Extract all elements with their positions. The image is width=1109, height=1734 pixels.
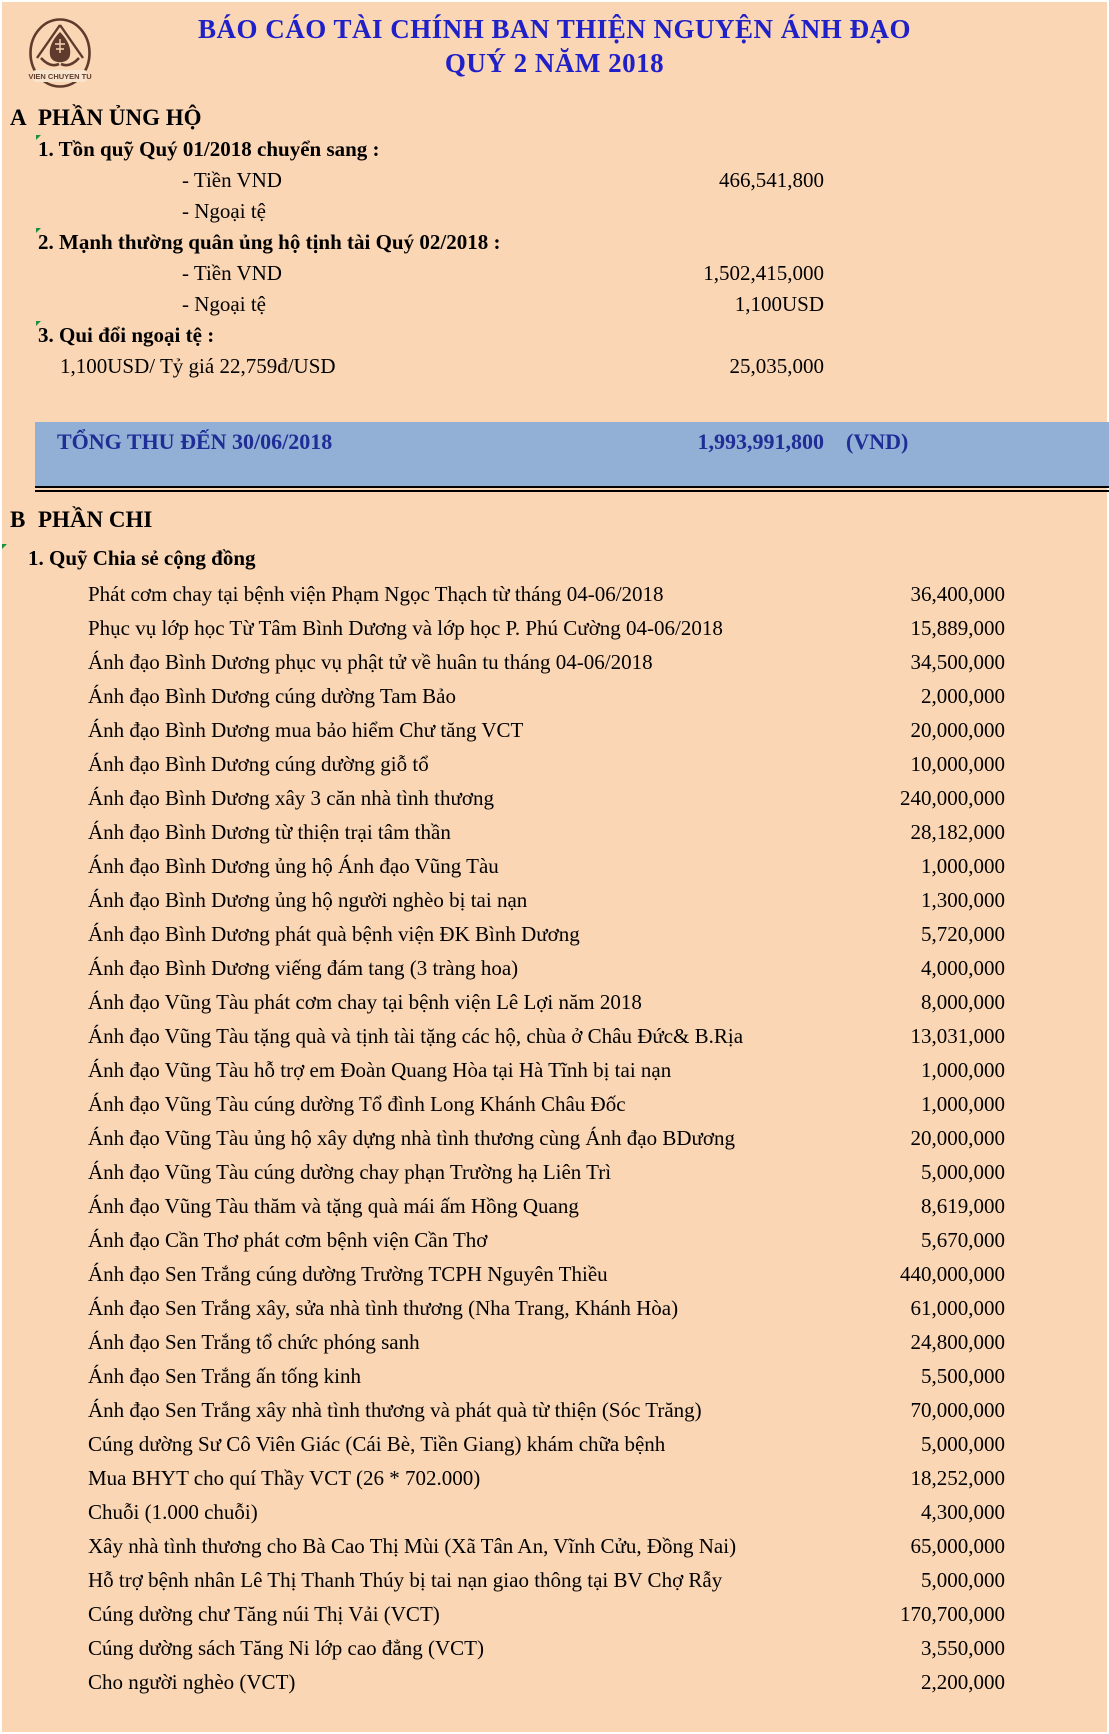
expense-value: 1,000,000 (921, 1058, 1005, 1082)
expense-label: Ánh đạo Sen Trắng tổ chức phóng sanh (88, 1330, 420, 1354)
expense-label: Xây nhà tình thương cho Bà Cao Thị Mùi (Xã Tân An, Vĩnh Cửu, Đồng Nai) (88, 1534, 737, 1558)
expense-row (0, 713, 1109, 747)
expense-row (0, 645, 1109, 679)
expense-row (0, 883, 1109, 917)
expense-label: Ánh đạo Vũng Tàu phát cơm chay tại bệnh viện Lê Lợi năm 2018 (88, 990, 642, 1014)
section-b-subtitle-text: 1. Quỹ Chia sẻ cộng đồng (28, 546, 256, 570)
expense-label: Ánh đạo Sen Trắng xây, sửa nhà tình thương (Nha Trang, Khánh Hòa) (88, 1296, 679, 1320)
expense-label: Ánh đạo Sen Trắng ấn tống kinh (88, 1364, 361, 1388)
expense-row (0, 1189, 1109, 1223)
expense-label: Cúng dường chư Tăng núi Thị Vải (VCT) (88, 1602, 440, 1626)
expense-label: Ánh đạo Bình Dương phát quà bệnh viện ĐK Bình Dương (88, 922, 580, 946)
subsection-a3-heading (38, 320, 1109, 351)
comment-marker-icon (36, 228, 41, 233)
expense-row (0, 1155, 1109, 1189)
expense-value: 15,889,000 (910, 616, 1005, 640)
expense-row (0, 1495, 1109, 1529)
expense-value: 1,000,000 (921, 854, 1005, 878)
expense-row (0, 1121, 1109, 1155)
expense-row (0, 1563, 1109, 1597)
row-label: 1,100USD/ Tỷ giá 22,759đ/USD (60, 354, 336, 378)
expense-value: 170,700,000 (900, 1602, 1005, 1626)
comment-marker-icon (2, 544, 7, 549)
expense-value: 4,300,000 (921, 1500, 1005, 1524)
expense-label: Cúng dường sách Tăng Ni lớp cao đẳng (VCT) (88, 1636, 484, 1660)
report-row (0, 196, 1109, 227)
total-income-value: 1,993,991,800 (697, 429, 824, 454)
expense-value: 70,000,000 (910, 1398, 1005, 1422)
expense-row (0, 1019, 1109, 1053)
expense-value: 10,000,000 (910, 752, 1005, 776)
row-label: - Tiền VND (182, 168, 282, 192)
expense-row (0, 815, 1109, 849)
row-label: - Ngoại tệ (182, 199, 266, 223)
expense-row (0, 679, 1109, 713)
report-title (0, 0, 1109, 80)
expense-row (0, 1087, 1109, 1121)
row-value: 466,541,800 (719, 168, 824, 192)
expense-value: 5,500,000 (921, 1364, 1005, 1388)
expense-row (0, 1257, 1109, 1291)
row-value: 1,100USD (734, 292, 824, 316)
row-value: 25,035,000 (729, 354, 824, 378)
expense-value: 5,720,000 (921, 922, 1005, 946)
expense-value: 5,000,000 (921, 1160, 1005, 1184)
expense-label: Ánh đạo Vũng Tàu cúng dường Tổ đình Long Khánh Châu Đốc (88, 1092, 626, 1116)
expense-value: 65,000,000 (910, 1534, 1005, 1558)
report-row (0, 258, 1109, 289)
expense-value: 1,000,000 (921, 1092, 1005, 1116)
expense-row (0, 1393, 1109, 1427)
logo-text: VIEN CHUYEN TU (28, 72, 92, 81)
row-label: - Ngoại tệ (182, 292, 266, 316)
expense-list (0, 577, 1109, 1699)
expense-label: Ánh đạo Sen Trắng cúng dường Trường TCPH Nguyên Thiều (88, 1262, 608, 1286)
expense-label: Ánh đạo Vũng Tàu thăm và tặng quà mái ấm Hồng Quang (88, 1194, 579, 1218)
expense-label: Phát cơm chay tại bệnh viện Phạm Ngọc Thạch từ tháng 04-06/2018 (88, 582, 664, 606)
expense-label: Ánh đạo Vũng Tàu hỗ trợ em Đoàn Quang Hòa tại Hà Tĩnh bị tai nạn (88, 1058, 672, 1082)
expense-row (0, 1291, 1109, 1325)
expense-label: Ánh đạo Bình Dương ủng hộ Ánh đạo Vũng Tàu (88, 854, 499, 878)
expense-row (0, 747, 1109, 781)
report-title-line1: BÁO CÁO TÀI CHÍNH BAN THIỆN NGUYỆN ÁNH ĐẠO (197, 14, 912, 44)
report-row (0, 351, 1109, 382)
expense-row (0, 1359, 1109, 1393)
expense-row (0, 577, 1109, 611)
row-value: 1,502,415,000 (703, 261, 824, 285)
expense-label: Ánh đạo Sen Trắng xây nhà tình thương và phát quà từ thiện (Sóc Trăng) (88, 1398, 702, 1422)
section-a-letter: A (10, 105, 27, 130)
expense-value: 61,000,000 (910, 1296, 1005, 1320)
temple-emblem-icon (14, 8, 106, 100)
expense-row (0, 1597, 1109, 1631)
expense-label: Ánh đạo Bình Dương mua bảo hiểm Chư tăng VCT (88, 718, 524, 742)
expense-value: 240,000,000 (900, 786, 1005, 810)
section-b-title: PHẦN CHI (38, 507, 153, 532)
expense-label: Ánh đạo Bình Dương từ thiện trại tâm thần (88, 820, 451, 844)
expense-row (0, 1053, 1109, 1087)
expense-value: 2,000,000 (921, 684, 1005, 708)
subsection-a1-heading (38, 134, 1109, 165)
expense-row (0, 917, 1109, 951)
expense-label: Mua BHYT cho quí Thầy VCT (26 * 702.000) (88, 1466, 481, 1490)
comment-marker-icon (36, 135, 41, 140)
expense-value: 13,031,000 (910, 1024, 1005, 1048)
expense-row (0, 1461, 1109, 1495)
expense-value: 3,550,000 (921, 1636, 1005, 1660)
expense-label: Ánh đạo Vũng Tàu ủng hộ xây dựng nhà tình thương cùng Ánh đạo BDương (88, 1126, 736, 1150)
expense-value: 28,182,000 (910, 820, 1005, 844)
expense-label: Ánh đạo Bình Dương cúng dường Tam Bảo (88, 684, 457, 708)
expense-label: Cúng dường Sư Cô Viên Giác (Cái Bè, Tiền Giang) khám chữa bệnh (88, 1432, 666, 1456)
expense-value: 5,670,000 (921, 1228, 1005, 1252)
expense-value: 5,000,000 (921, 1432, 1005, 1456)
expense-value: 18,252,000 (910, 1466, 1005, 1490)
expense-value: 36,400,000 (910, 582, 1005, 606)
expense-value: 1,300,000 (921, 888, 1005, 912)
expense-label: Phục vụ lớp học Từ Tâm Bình Dương và lớp học P. Phú Cường 04-06/2018 (88, 616, 723, 640)
expense-row (0, 951, 1109, 985)
row-label: - Tiền VND (182, 261, 282, 285)
section-b-letter: B (10, 507, 26, 532)
expense-label: Cho người nghèo (VCT) (88, 1670, 296, 1694)
expense-value: 4,000,000 (921, 956, 1005, 980)
expense-label: Hỗ trợ bệnh nhân Lê Thị Thanh Thúy bị tai nạn giao thông tại BV Chợ Rẫy (88, 1568, 723, 1592)
subsection-a1-heading-text: 1. Tồn quỹ Quý 01/2018 chuyển sang : (38, 137, 380, 161)
total-income-band (35, 422, 1109, 486)
expense-value: 24,800,000 (910, 1330, 1005, 1354)
expense-label: Ánh đạo Bình Dương xây 3 căn nhà tình thương (88, 786, 495, 810)
expense-label: Ánh đạo Bình Dương ủng hộ người nghèo bị tai nạn (88, 888, 528, 912)
expense-value: 34,500,000 (910, 650, 1005, 674)
expense-value: 8,619,000 (921, 1194, 1005, 1218)
expense-label: Chuỗi (1.000 chuỗi) (88, 1500, 258, 1524)
expense-value: 20,000,000 (910, 718, 1005, 742)
expense-label: Ánh đạo Vũng Tàu cúng dường chay phạn Trường hạ Liên Trì (88, 1160, 612, 1184)
section-a-heading (10, 102, 1109, 134)
expense-row (0, 781, 1109, 815)
expense-row (0, 985, 1109, 1019)
expense-value: 5,000,000 (921, 1568, 1005, 1592)
subsection-a2-heading (38, 227, 1109, 258)
expense-row (0, 1325, 1109, 1359)
report-title-line2: QUÝ 2 NĂM 2018 (444, 48, 665, 78)
report-row (0, 165, 1109, 196)
section-b-subtitle (28, 542, 1109, 575)
expense-row (0, 1427, 1109, 1461)
expense-value: 8,000,000 (921, 990, 1005, 1014)
expense-row (0, 1223, 1109, 1257)
total-income-currency: (VND) (846, 429, 909, 454)
expense-label: Ánh đạo Bình Dương viếng đám tang (3 tràng hoa) (88, 956, 519, 980)
expense-value: 2,200,000 (921, 1670, 1005, 1694)
subsection-a2-heading-text: 2. Mạnh thường quân ủng hộ tịnh tài Quý 02/2018 : (38, 230, 501, 254)
expense-label: Ánh đạo Bình Dương phục vụ phật tử về huân tu tháng 04-06/2018 (88, 650, 653, 674)
section-b-heading (10, 504, 1109, 536)
expense-row (0, 1665, 1109, 1699)
expense-row (0, 1631, 1109, 1665)
report-row (0, 289, 1109, 320)
expense-label: Ánh đạo Bình Dương cúng dường giỗ tổ (88, 752, 429, 776)
charity-logo (14, 8, 106, 100)
double-rule (35, 486, 1109, 492)
expense-row (0, 611, 1109, 645)
expense-value: 20,000,000 (910, 1126, 1005, 1150)
total-income-label: TỔNG THU ĐẾN 30/06/2018 (57, 429, 333, 454)
expense-label: Ánh đạo Vũng Tàu tặng quà và tịnh tài tặng các hộ, chùa ở Châu Đức& B.Rịa (88, 1024, 744, 1048)
expense-row (0, 1529, 1109, 1563)
section-a-title: PHẦN ỦNG HỘ (38, 105, 202, 130)
expense-row (0, 849, 1109, 883)
comment-marker-icon (36, 321, 41, 326)
expense-value: 440,000,000 (900, 1262, 1005, 1286)
expense-label: Ánh đạo Cần Thơ phát cơm bệnh viện Cần Thơ (88, 1228, 488, 1252)
subsection-a3-heading-text: 3. Qui đổi ngoại tệ : (38, 323, 215, 347)
